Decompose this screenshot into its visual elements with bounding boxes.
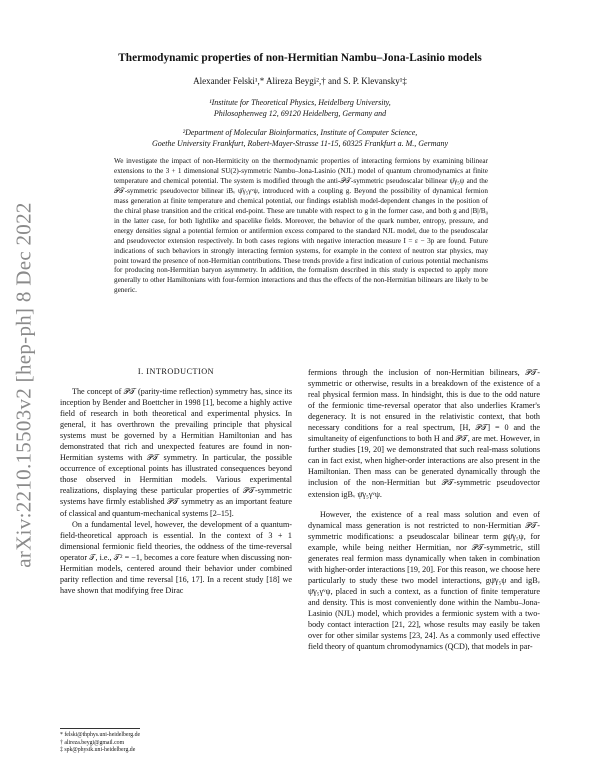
footnote-2: † alireza.beygi@gmail.com [60, 739, 125, 746]
intro-paragraph-2-continued: fermions through the inclusion of non-Hermitian bilinears, 𝒫𝒯-symmetric or otherwise, results in a breakdown of the existence of a real physical fermion mass. In hindsight, this is due to the odd nature of the fermionic time-reversal operator that also underlies Kramer's degeneracy. It is not ensured in the relativistic context, that both necessary conditions for a real spectrum, [H, 𝒫𝒯] = 0 and the simultaneity of eigenfunctions to both H and 𝒫𝒯, are met. However, in further studies [19, 20] we demonstrated that such real-mass solutions can in fact exist, when higher-order interactions are also present in the Hamiltonian. Then mass can be generated dynamically through the inclusion of the non-Hermitian but 𝒫𝒯-symmetric pseudovector extension igBᵥ ψ̄γ₅γᵛψ. [308, 368, 540, 499]
intro-paragraph-1: The concept of 𝒫𝒯 (parity-time reflection) symmetry has, since its inception by Bender and Boettcher in 1998 [1], become a highly active field of research in both theoretical and experimental physics. In general, it has overthrown the prevailing principle that physical systems must be governed by a Hermitian Hamiltonian and has demonstrated that rich and unexpected features are found in non-Hermitian systems with 𝒫𝒯 symmetry. In particular, the possible occurrence of exceptional points has illustrated consequences beyond those observed in Hermitian models. Various experimental realizations, displaying these particular properties of 𝒫𝒯-symmetric systems have firmly established 𝒫𝒯 symmetry as an important feature of classical and quantum-mechanical systems [2–15]. [60, 387, 292, 518]
right-column [308, 367, 540, 652]
section-heading-introduction: I. INTRODUCTION [137, 367, 215, 376]
affiliation-1-line-1: ¹Institute for Theoretical Physics, Heidelberg University, [209, 98, 391, 107]
footnote-3: ‡ spk@physik.uni-heidelberg.de [60, 747, 136, 754]
affiliation-2 [60, 127, 540, 149]
footnote-divider [60, 728, 140, 729]
affiliation-2-line-2: Goethe University Frankfurt, Robert-Mayer-Strasse 11-15, 60325 Frankfurt a. M., Germany [151, 139, 449, 148]
footnote-1: * felski@thphys.uni-heidelberg.de [60, 732, 141, 738]
abstract: We investigate the impact of non-Hermiticity on the thermodynamic properties of interacting fermions by examining bilinear extensions to the 3 + 1 dimensional SU(2)-symmetric Nambu–Jona-Lasinio (NJL) model of quantum chromodynamics at finite temperature and chemical potential. The system is modified through the anti-𝒫𝒯-symmetric pseudoscalar bilinear ψ̄γ₅ψ and the 𝒫𝒯-symmetric pseudovector bilinear iBᵥ ψ̄γ₅γᵛψ, introduced with a coupling g. Beyond the possibility of dynamical fermion mass generation at finite temperature and chemical potential, our findings establish model-dependent changes in the position of the chiral phase transition and the critical end-point. These are tunable with respect to g in the former case, and both g and |B|/B₀ in the latter case, for both lightlike and spacelike fields. Moreover, the behavior of the quark number, entropy, pressure, and energy densities signal a potential fermion or antifermion excess compared to the standard NJL model, due to the pseudoscalar and pseudovector extension respectively. In both cases regions with negative interaction measure I = ε − 3p are found. Future indications of such behaviors in strongly interacting fermion systems, for example in the context of neutron star physics, may point toward the presence of non-Hermitian contributions. These trends provide a first indication of curious potential mechanisms for producing non-Hermitian baryon asymmetry. In addition, the formalism described in this study is expected to apply more generally to other Hamiltonians with four-fermion interactions and thus the effects of the non-Hermitian bilinears are likely to be generic. [114, 157, 488, 295]
affiliation-2-line-1: ²Department of Molecular Bioinformatics, Institute of Computer Science, [182, 128, 418, 137]
footnotes [60, 732, 292, 755]
author-list: Alexander Felski¹,* Alireza Beygi²,† and S. P. Klevansky¹‡ [193, 76, 407, 86]
paper-title: Thermodynamic properties of non-Hermitian Nambu–Jona-Lasinio models [118, 52, 482, 64]
arxiv-identifier-stamp [4, 150, 44, 620]
intro-paragraph-2: On a fundamental level, however, the development of a quantum-field-theoretical approach is essential. In the context of 3 + 1 dimensional fermionic field theories, the oddness of the time-reversal operator 𝒯, i.e., 𝒯² = −1, becomes a core feature when discussing non-Hermitian models, centered around their behavior under combined parity reflection and time reversal [16, 17]. In a recent study [18] we have shown that modifying free Dirac [60, 519, 292, 595]
arxiv-identifier: arXiv:2210.15503v2 [hep-ph] 8 Dec 2022 [11, 202, 36, 568]
affiliation-1 [60, 97, 540, 119]
intro-paragraph-3: However, the existence of a real mass solution and even of dynamical mass generation is not restricted to non-Hermitian 𝒫𝒯-symmetric modifications: a pseudoscalar bilinear term gψ̄γ₅ψ, for example, while being neither Hermitian, nor 𝒫𝒯-symmetric, still generates real fermion mass dynamically when taken in combination with higher-order interactions [19, 20]. For this reason, we choose here particularly to study these two model interactions, gψ̄γ₅ψ and igBᵥ ψ̄γ₅γᵛψ, placed in such a context, as a function of finite temperature and density. This is most conveniently done within the Nambu–Jona-Lasinio (NJL) model, which provides a fermionic system with a two-body contact interaction [21, 22], whose results may easily be taken over for other similar systems [23, 24]. As a commonly used effective field theory of quantum chromodynamics (QCD), that models in par- [308, 509, 540, 652]
affiliation-1-line-2: Philosophenweg 12, 69120 Heidelberg, Germany and [213, 109, 387, 118]
left-column [60, 386, 292, 596]
